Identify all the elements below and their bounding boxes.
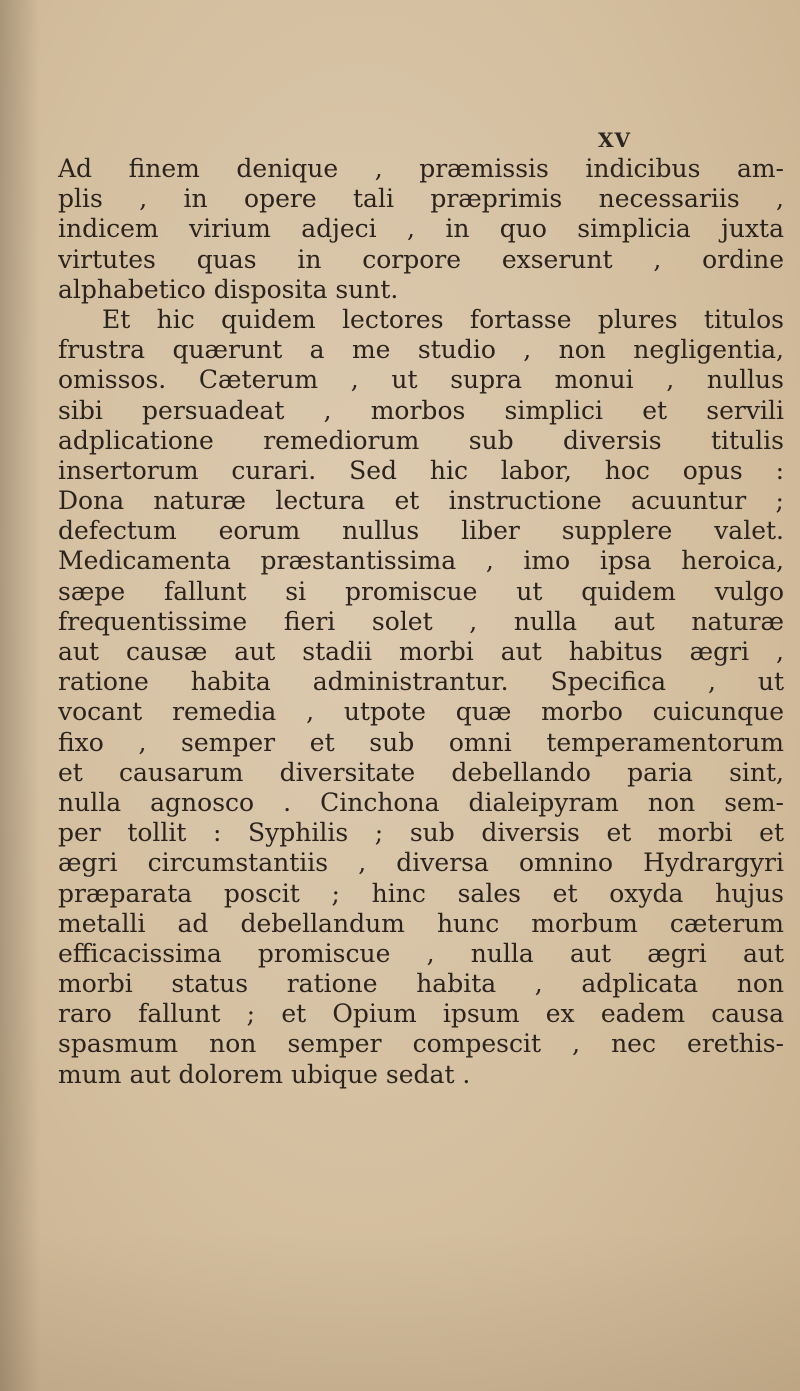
text-line: omissos. Cæterum , ut supra monui , nullus bbox=[58, 365, 784, 395]
text-line: Ad finem denique , præmissis indicibus am- bbox=[58, 154, 784, 183]
text-line: Dona naturæ lectura et instructione acuuntur ; bbox=[58, 486, 784, 516]
text-line: vocant remedia , utpote quæ morbo cuicunque bbox=[58, 697, 784, 727]
text-line: frequentissime fieri solet , nulla aut naturæ bbox=[58, 606, 784, 636]
text-line: frustra quærunt a me studio , non negligentia, bbox=[58, 335, 784, 365]
text-line: et causarum diversitate debellando paria sint, bbox=[58, 757, 784, 787]
text-line: indicem virium adjeci , in quo simplicia juxta bbox=[58, 214, 784, 244]
text-line: Et hic quidem lectores fortasse plures titulos bbox=[102, 304, 784, 334]
paper-shade bbox=[0, 1231, 800, 1391]
text-line: mum aut dolorem ubique sedat . bbox=[58, 1059, 471, 1089]
spine-shadow bbox=[0, 0, 40, 1391]
text-line: raro fallunt ; et Opium ipsum ex eadem causa bbox=[58, 999, 784, 1029]
text-line: morbi status ratione habita , adplicata non bbox=[58, 969, 784, 999]
text-line: ratione habita administrantur. Specifica , ut bbox=[58, 667, 784, 697]
text-line: virtutes quas in corpore exserunt , ordine bbox=[58, 244, 784, 274]
text-line: aut causæ aut stadii morbi aut habitus ægri , bbox=[58, 637, 784, 666]
text-line: spasmum non semper compescit , nec erethis- bbox=[58, 1029, 784, 1059]
text-line: ægri circumstantiis , diversa omnino Hydrargyri bbox=[58, 848, 784, 878]
text-line: alphabetico disposita sunt. bbox=[58, 274, 399, 304]
text-line: nulla agnosco . Cinchona dialeipyram non sem- bbox=[58, 787, 784, 817]
page-number: XV bbox=[598, 128, 632, 152]
text-line: præparata poscit ; hinc sales et oxyda hujus bbox=[58, 878, 784, 908]
text-line: defectum eorum nullus liber supplere valet. bbox=[58, 516, 784, 546]
text-line: efficacissima promiscue , nulla aut ægri aut bbox=[58, 938, 784, 968]
text-line: metalli ad debellandum hunc morbum cæterum bbox=[58, 908, 784, 938]
text-line: plis , in opere tali præprimis necessariis , bbox=[58, 184, 784, 214]
body-text bbox=[58, 154, 784, 1090]
text-line: fixo , semper et sub omni temperamentorum bbox=[58, 727, 784, 757]
text-line: Medicamenta præstantissima , imo ipsa heroica, bbox=[58, 546, 784, 576]
text-line: per tollit : Syphilis ; sub diversis et morbi et bbox=[58, 818, 784, 848]
text-line: sæpe fallunt si promiscue ut quidem vulgo bbox=[58, 576, 784, 606]
text-line: adplicatione remediorum sub diversis titulis bbox=[58, 425, 784, 455]
text-line: sibi persuadeat , morbos simplici et servili bbox=[58, 395, 784, 425]
text-line: insertorum curari. Sed hic labor, hoc opus : bbox=[58, 455, 784, 485]
